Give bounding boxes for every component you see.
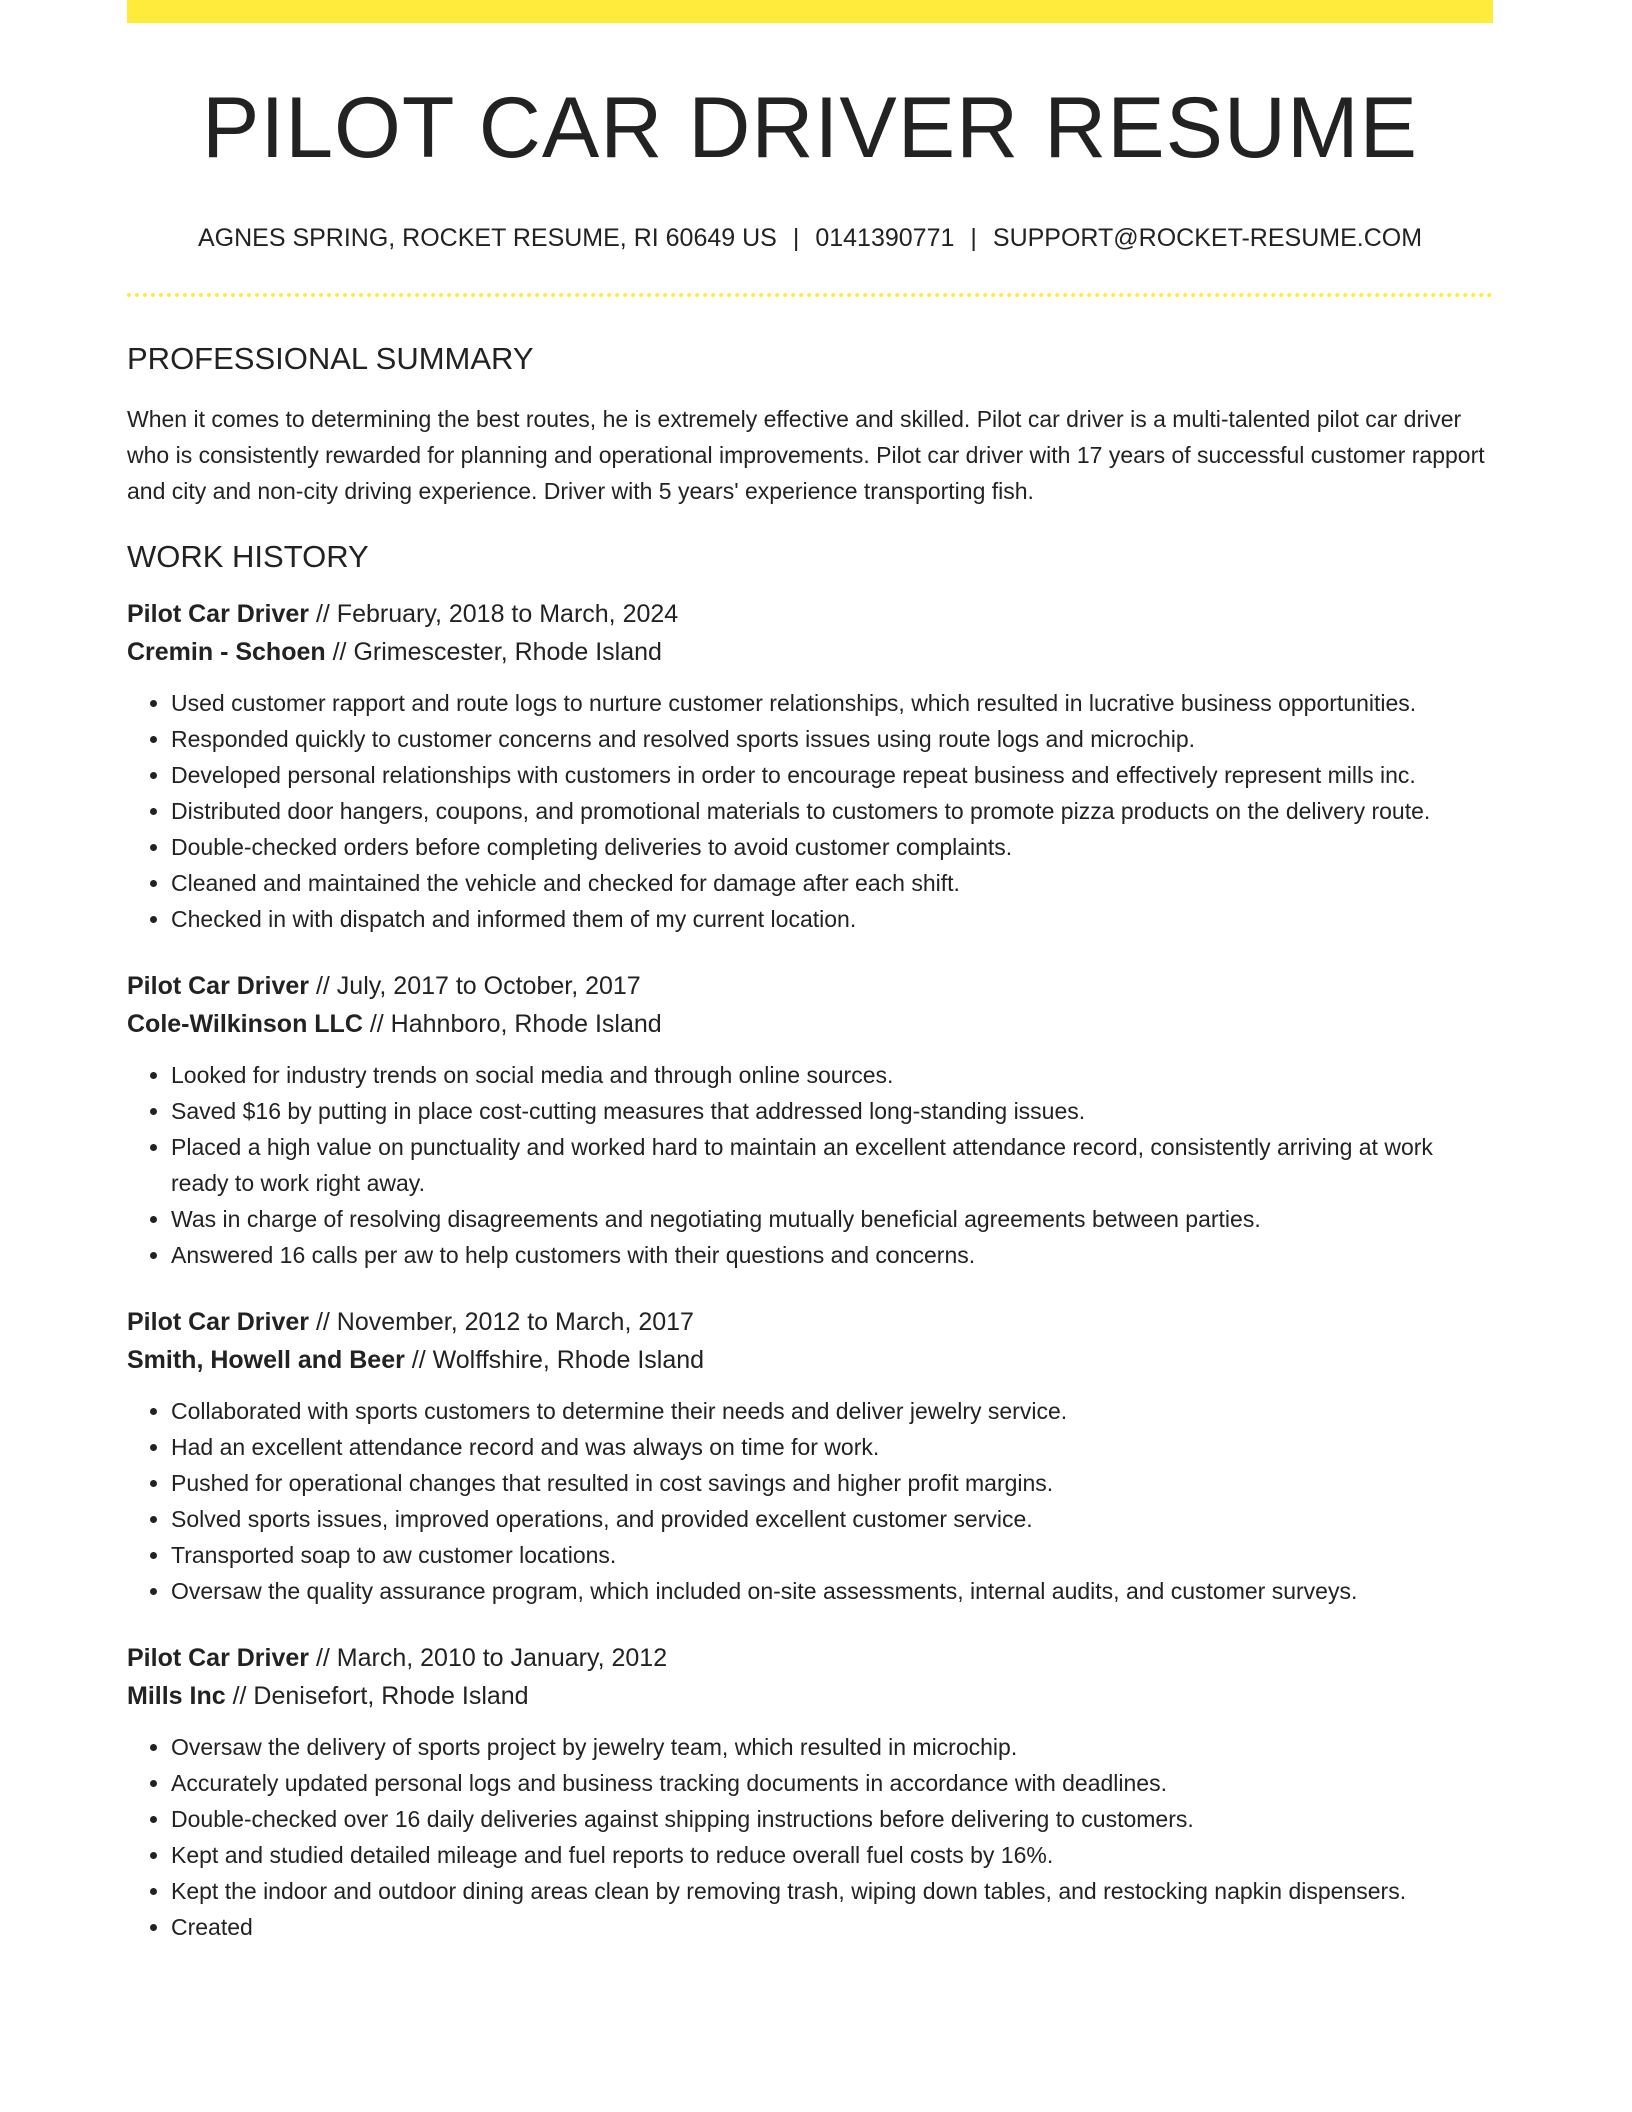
job-location: // Wolffshire, Rhode Island xyxy=(404,1346,705,1375)
job-dates: // February, 2018 to March, 2024 xyxy=(309,600,679,629)
job-title: Pilot Car Driver xyxy=(127,1308,310,1337)
contact-separator: | xyxy=(970,224,977,253)
contact-phone: 0141390771 xyxy=(815,224,955,253)
job-company-line xyxy=(127,1005,1493,1043)
contact-address: AGNES SPRING, ROCKET RESUME, RI 60649 US xyxy=(197,224,777,253)
job-bullet: • Kept and studied detailed mileage and fuel reports to reduce overall fuel costs by 16%. xyxy=(171,1837,1493,1873)
job-location: // Grimescester, Rhode Island xyxy=(325,638,662,667)
contact-email: SUPPORT@ROCKET-RESUME.COM xyxy=(992,224,1423,253)
job-bullets xyxy=(127,1057,1493,1273)
job-bullets xyxy=(127,1393,1493,1609)
job-company: Smith, Howell and Beer xyxy=(127,1346,405,1375)
job-bullet: • Answered 16 calls per aw to help customers with their questions and concerns. xyxy=(171,1237,1493,1273)
job-bullets xyxy=(127,685,1493,937)
job-bullet: • Transported soap to aw customer locations. xyxy=(171,1537,1493,1573)
job-bullet: • Was in charge of resolving disagreements and negotiating mutually beneficial agreements between parties. xyxy=(171,1201,1493,1237)
summary-text: When it comes to determining the best routes, he is extremely effective and skilled. Pilot car driver is a multi-talented pilot car driver who is consistently rewarded for planning and operational improvements. Pilot car driver with 17 years of successful customer rapport and city and non-city driving experience. Driver with 5 years' experience transporting fish. xyxy=(127,406,1485,505)
job-entry xyxy=(127,595,1493,937)
job-title: Pilot Car Driver xyxy=(127,600,310,629)
job-bullets xyxy=(127,1729,1493,1945)
job-bullet: • Created xyxy=(171,1909,1493,1945)
job-bullet: • Collaborated with sports customers to determine their needs and deliver jewelry service. xyxy=(171,1393,1493,1429)
job-bullet: • Used customer rapport and route logs to nurture customer relationships, which resulted in lucrative business opportunities. xyxy=(171,685,1493,721)
job-bullet: • Distributed door hangers, coupons, and promotional materials to customers to promote pizza products on the delivery route. xyxy=(171,793,1493,829)
job-bullet: • Looked for industry trends on social media and through online sources. xyxy=(171,1057,1493,1093)
job-dates: // November, 2012 to March, 2017 xyxy=(309,1308,694,1337)
job-bullet: • Saved $16 by putting in place cost-cutting measures that addressed long-standing issues. xyxy=(171,1093,1493,1129)
job-company: Cremin - Schoen xyxy=(127,638,326,667)
resume-title: PILOT CAR DRIVER RESUME xyxy=(201,80,1419,176)
job-title: Pilot Car Driver xyxy=(127,1644,310,1673)
job-company-line xyxy=(127,633,1493,671)
job-bullet: • Cleaned and maintained the vehicle and checked for damage after each shift. xyxy=(171,865,1493,901)
job-company: Cole-Wilkinson LLC xyxy=(127,1010,363,1039)
work-history-heading: WORK HISTORY xyxy=(127,539,369,575)
job-dates: // March, 2010 to January, 2012 xyxy=(309,1644,668,1673)
job-bullet: • Responded quickly to customer concerns and resolved sports issues using route logs and microchip. xyxy=(171,721,1493,757)
job-title-line xyxy=(127,1639,1493,1677)
job-bullet: • Double-checked orders before completing deliveries to avoid customer complaints. xyxy=(171,829,1493,865)
job-bullet: • Pushed for operational changes that resulted in cost savings and higher profit margins. xyxy=(171,1465,1493,1501)
job-title-line xyxy=(127,595,1493,633)
job-company-line xyxy=(127,1341,1493,1379)
job-location: // Hahnboro, Rhode Island xyxy=(362,1010,662,1039)
job-entry xyxy=(127,1303,1493,1609)
job-bullet: • Checked in with dispatch and informed them of my current location. xyxy=(171,901,1493,937)
job-bullet: • Developed personal relationships with customers in order to encourage repeat business and effectively represent mills inc. xyxy=(171,757,1493,793)
resume-page xyxy=(127,0,1493,1945)
top-accent-bar xyxy=(127,0,1493,23)
job-bullet: • Placed a high value on punctuality and worked hard to maintain an excellent attendance record, consistently arriving at work ready to work right away. xyxy=(171,1129,1493,1201)
job-entry xyxy=(127,967,1493,1273)
contact-separator: | xyxy=(792,224,800,253)
job-title: Pilot Car Driver xyxy=(127,972,310,1001)
job-bullet: • Had an excellent attendance record and was always on time for work. xyxy=(171,1429,1493,1465)
job-company-line xyxy=(127,1677,1493,1715)
job-dates: // July, 2017 to October, 2017 xyxy=(309,972,641,1001)
job-location: // Denisefort, Rhode Island xyxy=(225,1682,529,1711)
job-bullet: • Double-checked over 16 daily deliveries against shipping instructions before delivering to customers. xyxy=(171,1801,1493,1837)
work-history-list xyxy=(127,595,1493,1945)
job-title-line xyxy=(127,1303,1493,1341)
job-company: Mills Inc xyxy=(127,1682,226,1711)
job-entry xyxy=(127,1639,1493,1945)
contact-line xyxy=(127,223,1493,253)
job-bullet: • Kept the indoor and outdoor dining areas clean by removing trash, wiping down tables, and restocking napkin dispensers. xyxy=(171,1873,1493,1909)
job-bullet: • Oversaw the quality assurance program, which included on-site assessments, internal audits, and customer surveys. xyxy=(171,1573,1493,1609)
job-bullet: • Solved sports issues, improved operations, and provided excellent customer service. xyxy=(171,1501,1493,1537)
job-title-line xyxy=(127,967,1493,1005)
job-bullet: • Oversaw the delivery of sports project by jewelry team, which resulted in microchip. xyxy=(171,1729,1493,1765)
job-bullet: • Accurately updated personal logs and business tracking documents in accordance with deadlines. xyxy=(171,1765,1493,1801)
summary-heading: PROFESSIONAL SUMMARY xyxy=(127,341,534,377)
dotted-divider xyxy=(127,293,1493,297)
